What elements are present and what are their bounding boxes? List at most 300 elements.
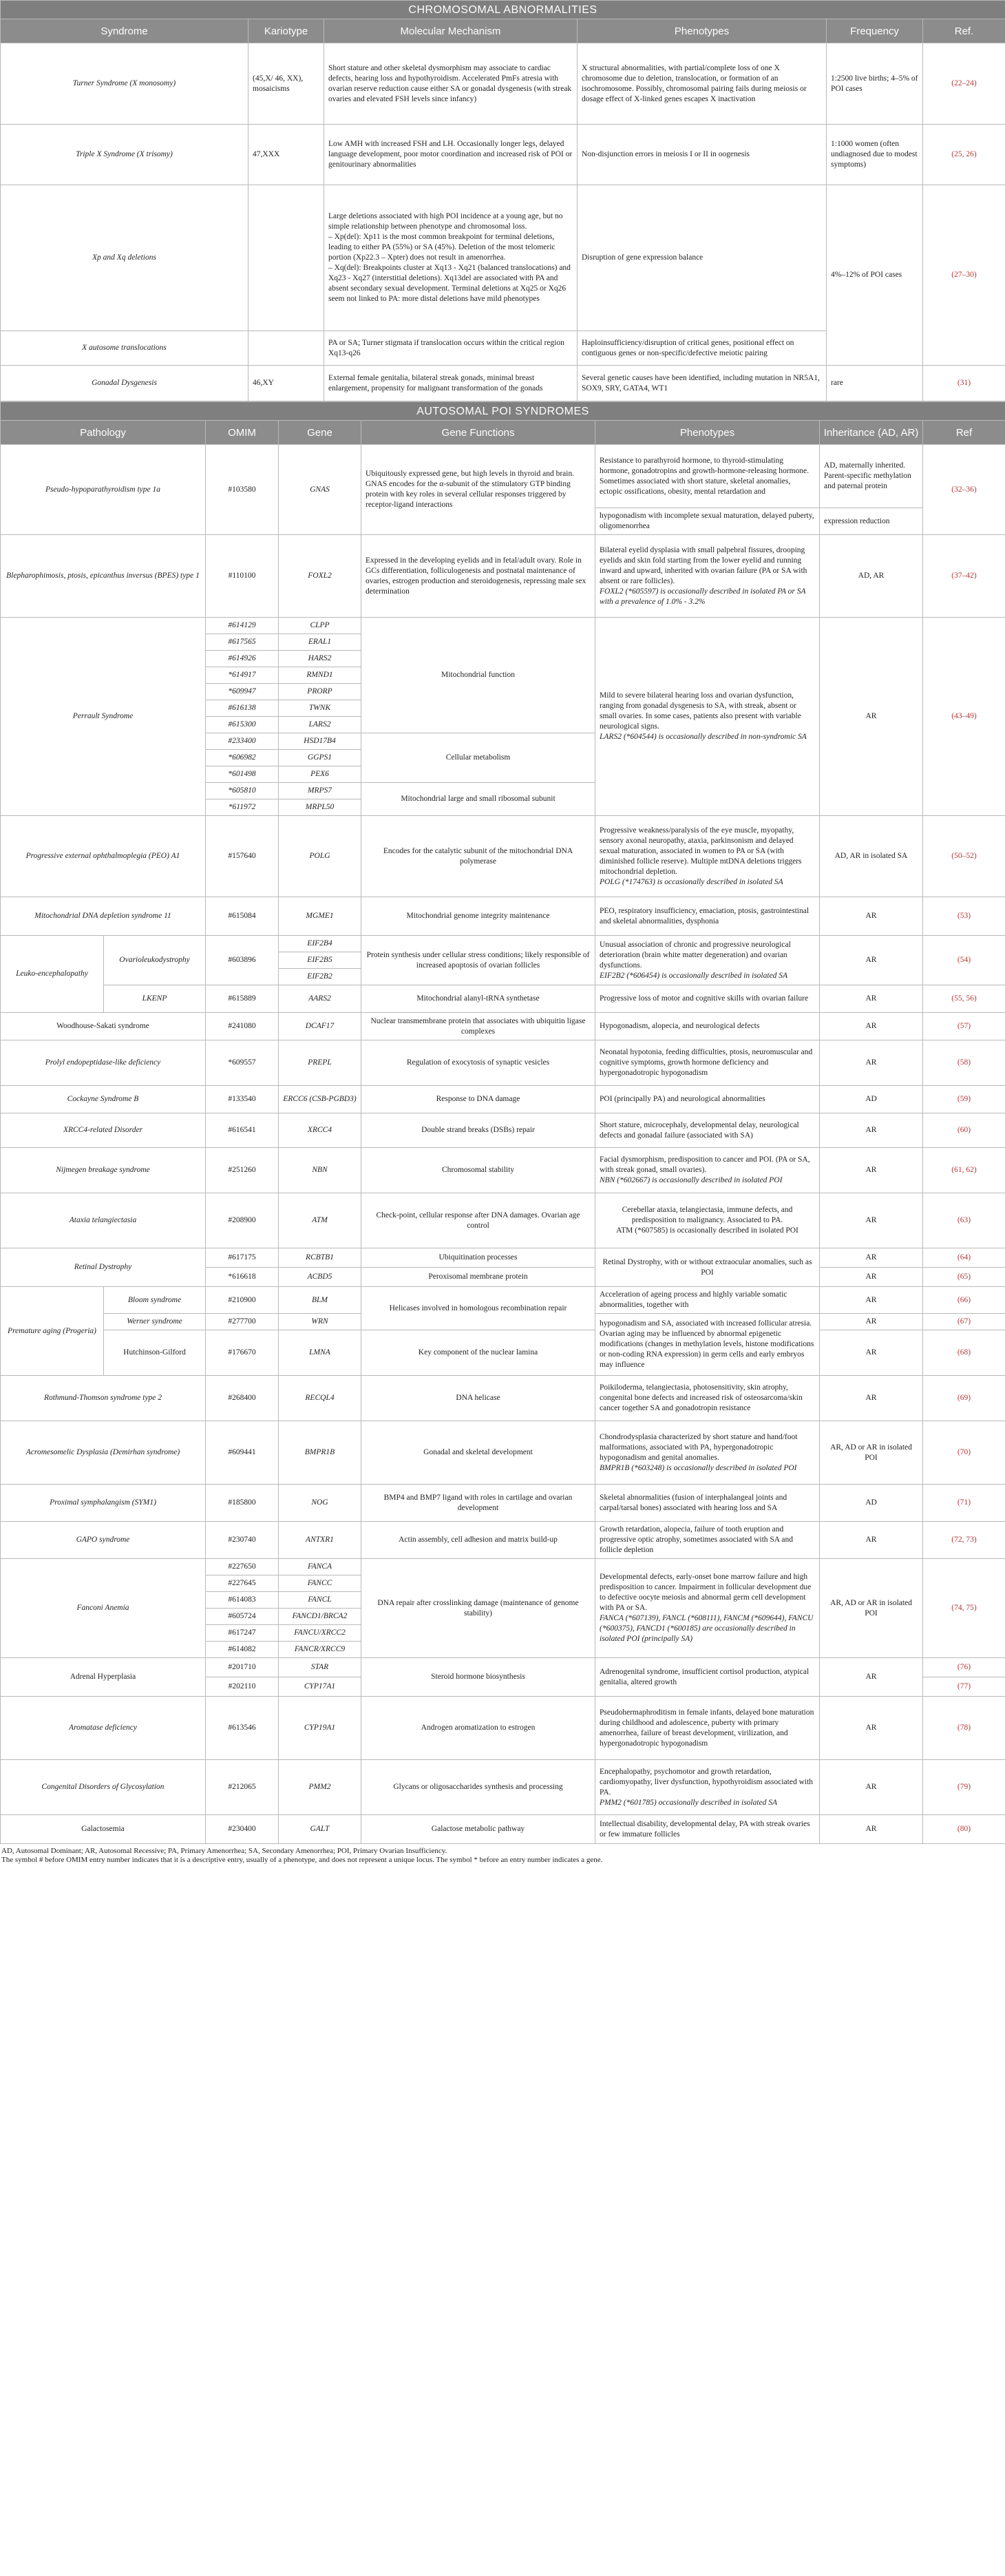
function-cell: Check-point, cellular response after DNA damages. Ovarian age control bbox=[361, 1193, 595, 1248]
inheritance-cell: AR bbox=[820, 1193, 923, 1248]
omim-cell: #176670 bbox=[206, 1330, 279, 1376]
omim-cell: #241080 bbox=[206, 1013, 279, 1040]
ref-link[interactable]: (77) bbox=[923, 1677, 1005, 1697]
phenotype-cell: Resistance to parathyroid hormone, to thyroid-stimulating hormone, gonadotropins and growth-hormone-releasing hormone. Sometimes associated with short stature, skeletal anomalies, ectopic ossifications, obesity, mental retardation and bbox=[595, 445, 820, 508]
gene-cell: STAR bbox=[279, 1658, 361, 1677]
inheritance-cell: AR bbox=[820, 1314, 923, 1330]
chromosomal-title: CHROMOSOMAL ABNORMALITIES bbox=[1, 1, 1005, 19]
omim-cell: *601498 bbox=[206, 766, 279, 783]
omim-cell: #614082 bbox=[206, 1642, 279, 1658]
function-cell: Ubiquitously expressed gene, but high levels in thyroid and brain. GNAS encodes for the α-subunit of the stimulatory GTP binding protein with key roles in several cellular responses triggered by receptor-ligand interactions bbox=[361, 445, 595, 535]
omim-cell: #133540 bbox=[206, 1086, 279, 1113]
omim-cell: #277700 bbox=[206, 1314, 279, 1330]
table-row bbox=[1, 1113, 1005, 1148]
omim-cell: #210900 bbox=[206, 1287, 279, 1314]
gene-cell: LMNA bbox=[279, 1330, 361, 1376]
phenotype-cell: Disruption of gene expression balance bbox=[578, 185, 827, 331]
function-cell: Gonadal and skeletal development bbox=[361, 1421, 595, 1485]
gene-cell: PRORP bbox=[279, 684, 361, 700]
gene-cell: EIF2B4 bbox=[279, 936, 361, 952]
inheritance-cell: AR bbox=[820, 1815, 923, 1844]
table-row bbox=[1, 1193, 1005, 1248]
col-header: Kariotype bbox=[248, 19, 324, 43]
ref-link[interactable]: (50–52) bbox=[923, 816, 1005, 897]
function-cell: Mitochondrial genome integrity maintenance bbox=[361, 897, 595, 936]
col-header: Ref bbox=[923, 421, 1005, 445]
omim-cell: #110100 bbox=[206, 535, 279, 618]
gene-cell: ERCC6 (CSB-PGBD3) bbox=[279, 1086, 361, 1113]
omim-cell: *614917 bbox=[206, 667, 279, 684]
col-header: Syndrome bbox=[1, 19, 248, 43]
col-header: Ref. bbox=[923, 19, 1005, 43]
ref-link[interactable]: (66) bbox=[923, 1287, 1005, 1314]
omim-cell: *616618 bbox=[206, 1268, 279, 1287]
phenotype-cell: Developmental defects, early-onset bone marrow failure and high predisposition to cancer. Impairment in follicular development due to defective oocyte meiosis and abnormal germ cell development with PA or SA. FANCA (*607139), FANCL (*608111), FANCM (*609644), FANCU (*600375), FANCD1 (*600185) are occasionally described in isolated POI (principally SA) bbox=[595, 1559, 820, 1658]
ref-link[interactable]: (32–36) bbox=[923, 445, 1005, 535]
syndrome-cell: Xp and Xq deletions bbox=[1, 185, 248, 331]
phenotype-cell: Unusual association of chronic and progressive neurological deterioration (brain white matter degeneration) and ovarian dysfunctions. EIF2B2 (*606454) is occasionally described in isolated SA bbox=[595, 936, 820, 985]
function-cell: Steroid hormone biosynthesis bbox=[361, 1658, 595, 1697]
table-row bbox=[1, 535, 1005, 618]
omim-cell: #201710 bbox=[206, 1658, 279, 1677]
gene-cell: FANCC bbox=[279, 1575, 361, 1592]
inheritance-cell: AR bbox=[820, 936, 923, 985]
function-cell: Androgen aromatization to estrogen bbox=[361, 1697, 595, 1760]
inheritance-cell: AD bbox=[820, 1086, 923, 1113]
gene-cell: PREPL bbox=[279, 1040, 361, 1086]
subtype-cell: LKENP bbox=[104, 985, 206, 1013]
table-row bbox=[1, 1485, 1005, 1522]
pathology-cell: Mitochondrial DNA depletion syndrome 11 bbox=[1, 897, 206, 936]
gene-cell: PMM2 bbox=[279, 1760, 361, 1815]
gene-cell: GGPS1 bbox=[279, 750, 361, 766]
inheritance-cell: AR bbox=[820, 618, 923, 816]
function-cell: Nuclear transmembrane protein that associates with ubiquitin ligase complexes bbox=[361, 1013, 595, 1040]
function-cell: Ubiquitination processes bbox=[361, 1248, 595, 1268]
table-row bbox=[1, 1522, 1005, 1559]
ref-link[interactable]: (76) bbox=[923, 1658, 1005, 1677]
karyotype-cell bbox=[248, 185, 324, 331]
ref-link[interactable]: (64) bbox=[923, 1248, 1005, 1268]
pathology-cell: Progressive external ophthalmoplegia (PEO) A1 bbox=[1, 816, 206, 897]
phenotype-cell: hypogonadism and SA, associated with increased follicular atresia. Ovarian aging may be influenced by abnormal epigenetic modifications (changes in methylation levels, histone modifications or non-coding RNA expression) in germ cells and early embryos may influence bbox=[595, 1314, 820, 1376]
omim-cell: *609947 bbox=[206, 684, 279, 700]
table-row bbox=[1, 1760, 1005, 1815]
table-row bbox=[1, 1330, 1005, 1376]
pathology-cell: Acromesomelic Dysplasia (Demirhan syndrome) bbox=[1, 1421, 206, 1485]
inheritance-cell: AR, AD or AR in isolated POI bbox=[820, 1559, 923, 1658]
phenotype-cell: Poikiloderma, telangiectasia, photosensitivity, skin atrophy, congenital bone defects and increased risk of osteosarcoma/skin cancer together SA and gonadotropin resistance bbox=[595, 1376, 820, 1421]
phenotype-cell: Neonatal hypotonia, feeding difficulties, ptosis, neuromuscular and cognitive symptoms, growth hormone deficiency and hypergonadotropic hypogonadism bbox=[595, 1040, 820, 1086]
omim-cell: #212065 bbox=[206, 1760, 279, 1815]
inheritance-cell: AD, maternally inherited. Parent-specific methylation and paternal protein bbox=[820, 445, 923, 508]
ref-link[interactable]: (57) bbox=[923, 1013, 1005, 1040]
ref-link[interactable]: (72, 73) bbox=[923, 1522, 1005, 1559]
inheritance-cell: AR bbox=[820, 1697, 923, 1760]
phenotype-cell: Skeletal abnormalities (fusion of interphalangeal joints and carpal/tarsal bones) associated with hearing loss and SA bbox=[595, 1485, 820, 1522]
col-header: OMIM bbox=[206, 421, 279, 445]
phenotype-cell: Intellectual disability, developmental delay, PA with streak ovaries or few immature follicles bbox=[595, 1815, 820, 1844]
subtype-cell: Werner syndrome bbox=[104, 1314, 206, 1330]
pathology-cell: Pseudo-hypoparathyroidism type 1a bbox=[1, 445, 206, 535]
gene-cell: GALT bbox=[279, 1815, 361, 1844]
gene-cell: XRCC4 bbox=[279, 1113, 361, 1148]
karyotype-cell bbox=[248, 331, 324, 366]
inheritance-cell: AR bbox=[820, 1013, 923, 1040]
gene-cell: FOXL2 bbox=[279, 535, 361, 618]
ref-link[interactable]: (70) bbox=[923, 1421, 1005, 1485]
gene-cell: FANCU/XRCC2 bbox=[279, 1625, 361, 1642]
syndrome-cell: X autosome translocations bbox=[1, 331, 248, 366]
table-row bbox=[1, 125, 1005, 185]
omim-cell: #615084 bbox=[206, 897, 279, 936]
function-cell: Encodes for the catalytic subunit of the mitochondrial DNA polymerase bbox=[361, 816, 595, 897]
gene-cell: CYP17A1 bbox=[279, 1677, 361, 1697]
gene-cell: FANCR/XRCC9 bbox=[279, 1642, 361, 1658]
gene-cell: MRPS7 bbox=[279, 783, 361, 799]
ref-link[interactable]: (25, 26) bbox=[923, 125, 1005, 185]
ref-link[interactable]: (79) bbox=[923, 1760, 1005, 1815]
inheritance-cell: AR bbox=[820, 1268, 923, 1287]
omim-cell: #230400 bbox=[206, 1815, 279, 1844]
omim-cell: #251260 bbox=[206, 1148, 279, 1193]
col-header: Gene Functions bbox=[361, 421, 595, 445]
inheritance-cell: AD, AR in isolated SA bbox=[820, 816, 923, 897]
inheritance-cell: AR bbox=[820, 985, 923, 1013]
pathology-cell: Woodhouse-Sakati syndrome bbox=[1, 1013, 206, 1040]
inheritance-cell: AD, AR bbox=[820, 535, 923, 618]
ref-link[interactable]: (68) bbox=[923, 1330, 1005, 1376]
function-cell: DNA helicase bbox=[361, 1376, 595, 1421]
karyotype-cell: 46,XY bbox=[248, 366, 324, 401]
gene-cell: FANCA bbox=[279, 1559, 361, 1575]
function-cell: Protein synthesis under cellular stress conditions; likely responsible of increased apoptosis of ovarian follicles bbox=[361, 936, 595, 985]
omim-cell: *606982 bbox=[206, 750, 279, 766]
pathology-cell: Premature aging (Progeria) bbox=[1, 1287, 104, 1376]
function-cell: Peroxisomal membrane protein bbox=[361, 1268, 595, 1287]
omim-cell: #613546 bbox=[206, 1697, 279, 1760]
table-row bbox=[1, 1815, 1005, 1844]
gene-cell: FANCL bbox=[279, 1592, 361, 1609]
karyotype-cell: (45,X/ 46, XX), mosaicisms bbox=[248, 43, 324, 125]
omim-cell: #227650 bbox=[206, 1559, 279, 1575]
frequency-cell: 1:2500 live births; 4–5% of POI cases bbox=[827, 43, 923, 125]
phenotype-cell: Chondrodysplasia characterized by short stature and hand/foot malformations, associated with PA, hypergonadotropic hypogonadism and genital anomalies. BMPR1B (*603248) is occasionally described in isolated POI bbox=[595, 1421, 820, 1485]
pathology-cell: Aromatase deficiency bbox=[1, 1697, 206, 1760]
omim-cell: #617175 bbox=[206, 1248, 279, 1268]
col-header: Frequency bbox=[827, 19, 923, 43]
mechanism-cell: Short stature and other skeletal dysmorphism may associate to cardiac defects, hearing loss and hypothyroidism. Accelerated PmFs atresia with ovarian reserve reduction cause either SA or gonadal dysgenesis (with streak ovaries and elevated FSH levels since infancy) bbox=[324, 43, 578, 125]
table-row bbox=[1, 366, 1005, 401]
phenotype-cell: hypogonadism with incomplete sexual maturation, delayed puberty, oligomenorrhea bbox=[595, 508, 820, 535]
function-cell: Chromosomal stability bbox=[361, 1148, 595, 1193]
gene-cell: FANCD1/BRCA2 bbox=[279, 1609, 361, 1625]
gene-cell: NBN bbox=[279, 1148, 361, 1193]
inheritance-cell: AD bbox=[820, 1485, 923, 1522]
phenotype-cell: Mild to severe bilateral hearing loss and ovarian dysfunction, ranging from gonadal dysgenesis to SA, with streak, absent or small ovaries. In some cases, patients also present with variable neurological signs. LARS2 (*604544) is occasionally described in non-syndromic SA bbox=[595, 618, 820, 816]
phenotype-cell: Adrenogenital syndrome, insufficient cortisol production, atypical genitalia, altered growth bbox=[595, 1658, 820, 1697]
ref-link[interactable]: (63) bbox=[923, 1193, 1005, 1248]
pathology-cell: Retinal Dystrophy bbox=[1, 1248, 206, 1287]
gene-cell: TWNK bbox=[279, 700, 361, 717]
gene-cell: ERAL1 bbox=[279, 634, 361, 651]
mechanism-cell: PA or SA; Turner stigmata if translocation occurs within the critical region Xq13-q26 bbox=[324, 331, 578, 366]
gene-cell: MGME1 bbox=[279, 897, 361, 936]
gene-cell: MRPL50 bbox=[279, 799, 361, 816]
footnote-symbols: The symbol # before OMIM entry number indicates that it is a descriptive entry, usually of a phenotype, and does not represent a unique locus. The symbol * before an entry number indicates a gene. bbox=[1, 1856, 603, 1864]
gene-cell: DCAF17 bbox=[279, 1013, 361, 1040]
gene-cell: BLM bbox=[279, 1287, 361, 1314]
syndrome-cell: Turner Syndrome (X monosomy) bbox=[1, 43, 248, 125]
table-row bbox=[1, 1559, 1005, 1575]
autosomal-title: AUTOSOMAL POI SYNDROMES bbox=[1, 402, 1005, 421]
gene-cell: NOG bbox=[279, 1485, 361, 1522]
inheritance-cell: AR bbox=[820, 897, 923, 936]
inheritance-cell: AR bbox=[820, 1658, 923, 1697]
syndrome-cell: Gonadal Dysgenesis bbox=[1, 366, 248, 401]
pathology-cell: Blepharophimosis, ptosis, epicanthus inversus (BPES) type 1 bbox=[1, 535, 206, 618]
inheritance-cell: AR bbox=[820, 1760, 923, 1815]
function-cell: Double strand breaks (DSBs) repair bbox=[361, 1113, 595, 1148]
pathology-cell: Leuko-encephalopathy bbox=[1, 936, 104, 1013]
function-cell: Actin assembly, cell adhesion and matrix build-up bbox=[361, 1522, 595, 1559]
phenotype-cell: Short stature, microcephaly, developmental delay, neurological defects and gonadal failure (associated with SA) bbox=[595, 1113, 820, 1148]
frequency-cell: 1:1000 women (often undiagnosed due to modest symptoms) bbox=[827, 125, 923, 185]
function-cell: Galactose metabolic pathway bbox=[361, 1815, 595, 1844]
pathology-cell: Adrenal Hyperplasia bbox=[1, 1658, 206, 1697]
table-row bbox=[1, 445, 1005, 508]
pathology-cell: Congenital Disorders of Glycosylation bbox=[1, 1760, 206, 1815]
table-row bbox=[1, 1148, 1005, 1193]
omim-cell: *611972 bbox=[206, 799, 279, 816]
function-cell: BMP4 and BMP7 ligand with roles in cartilage and ovarian development bbox=[361, 1485, 595, 1522]
pathology-cell: Perrault Syndrome bbox=[1, 618, 206, 816]
function-cell: Response to DNA damage bbox=[361, 1086, 595, 1113]
pathology-cell: GAPO syndrome bbox=[1, 1522, 206, 1559]
omim-cell: #227645 bbox=[206, 1575, 279, 1592]
phenotype-cell: Pseudohermaphroditism in female infants, delayed bone maturation during childhood and adolescence, puberty with primary amenorrhea, failure of breast development, virilization, and hypergonadotropic hypogonadism bbox=[595, 1697, 820, 1760]
omim-cell: #202110 bbox=[206, 1677, 279, 1697]
phenotype-cell: Encephalopathy, psychomotor and growth retardation, cardiomyopathy, liver dysfunction, hypothyroidism associated with PA. PMM2 (*601785) occasionally described in isolated SA bbox=[595, 1760, 820, 1815]
gene-cell: CYP19A1 bbox=[279, 1697, 361, 1760]
omim-cell: #615300 bbox=[206, 717, 279, 733]
ref-link[interactable]: (78) bbox=[923, 1697, 1005, 1760]
inheritance-cell: expression reduction bbox=[820, 508, 923, 535]
table-row bbox=[1, 1697, 1005, 1760]
frequency-cell: rare bbox=[827, 366, 923, 401]
inheritance-cell: AR bbox=[820, 1040, 923, 1086]
phenotype-cell: Growth retardation, alopecia, failure of tooth eruption and progressive optic atrophy, sometimes associated with SA and follicle depletion bbox=[595, 1522, 820, 1559]
function-cell: Key component of the nuclear lamina bbox=[361, 1330, 595, 1376]
gene-cell: RCBTB1 bbox=[279, 1248, 361, 1268]
ref-link[interactable]: (61, 62) bbox=[923, 1148, 1005, 1193]
table-row bbox=[1, 1013, 1005, 1040]
inheritance-cell: AR bbox=[820, 1113, 923, 1148]
gene-cell: ACBD5 bbox=[279, 1268, 361, 1287]
inheritance-cell: AR bbox=[820, 1522, 923, 1559]
phenotype-cell: Hypogonadism, alopecia, and neurological defects bbox=[595, 1013, 820, 1040]
col-header: Phenotypes bbox=[595, 421, 820, 445]
table-row bbox=[1, 1248, 1005, 1268]
ref-link[interactable]: (58) bbox=[923, 1040, 1005, 1086]
mechanism-cell: External female genitalia, bilateral streak gonads, minimal breast enlargement, propensity for malignant transformation of the gonads bbox=[324, 366, 578, 401]
omim-cell: #208900 bbox=[206, 1193, 279, 1248]
omim-cell: #605724 bbox=[206, 1609, 279, 1625]
table-row bbox=[1, 1086, 1005, 1113]
function-cell: Helicases involved in homologous recombination repair bbox=[361, 1287, 595, 1330]
gene-cell: RECQL4 bbox=[279, 1376, 361, 1421]
ref-link[interactable]: (80) bbox=[923, 1815, 1005, 1844]
inheritance-cell: AR, AD or AR in isolated POI bbox=[820, 1421, 923, 1485]
ref-link[interactable]: (37–42) bbox=[923, 535, 1005, 618]
gene-cell: EIF2B2 bbox=[279, 969, 361, 985]
phenotype-cell: Non-disjunction errors in meiosis I or II in oogenesis bbox=[578, 125, 827, 185]
phenotype-cell: Bilateral eyelid dysplasia with small palpebral fissures, drooping eyelids and skin fold starting from the lower eyelid and running inward and upward, inherited with ovarian failure (PA or SA with absent or rare follicles). FOXL2 (*605597) is occasionally described in isolated PA or SA with a prevalence of 1.0% - 3.2% bbox=[595, 535, 820, 618]
table-row bbox=[1, 816, 1005, 897]
table-row bbox=[1, 1421, 1005, 1485]
gene-cell: LARS2 bbox=[279, 717, 361, 733]
phenotype-cell: Haploinsufficiency/disruption of critical genes, positional effect on contiguous genes or non-specific/defective meiotic pairing bbox=[578, 331, 827, 366]
function-cell: Regulation of exocytosis of synaptic vesicles bbox=[361, 1040, 595, 1086]
subtype-cell: Bloom syndrome bbox=[104, 1287, 206, 1314]
phenotype-cell: Retinal Dystrophy, with or without extraocular anomalies, such as POI bbox=[595, 1248, 820, 1287]
phenotype-cell: Progressive weakness/paralysis of the eye muscle, myopathy, sensory axonal neuropathy, ataxia, parkinsonism and delayed sexual maturation, associated in women to PA or SA (with diminished follicle reserve). Multiple mtDNA deletions triggers mitochondrial depletion. POLG (*174763) is occasionally described in isolated SA bbox=[595, 816, 820, 897]
table-footnote bbox=[0, 1844, 1005, 1867]
omim-cell: #230740 bbox=[206, 1522, 279, 1559]
karyotype-cell: 47,XXX bbox=[248, 125, 324, 185]
ref-link[interactable]: (31) bbox=[923, 366, 1005, 401]
gene-cell: GNAS bbox=[279, 445, 361, 535]
ref-link[interactable]: (43–49) bbox=[923, 618, 1005, 816]
function-cell: Mitochondrial large and small ribosomal subunit bbox=[361, 783, 595, 816]
inheritance-cell: AR bbox=[820, 1287, 923, 1314]
syndrome-cell: Triple X Syndrome (X trisomy) bbox=[1, 125, 248, 185]
mechanism-cell: Low AMH with increased FSH and LH. Occasionally longer legs, delayed language development, poor motor coordination and increased risk of POI or genitourinary abnormalities bbox=[324, 125, 578, 185]
omim-cell: #615889 bbox=[206, 985, 279, 1013]
gene-cell: AARS2 bbox=[279, 985, 361, 1013]
gene-cell: CLPP bbox=[279, 618, 361, 634]
phenotype-cell: PEO, respiratory insufficiency, emaciation, ptosis, gastrointestinal and skeletal abnormalities, dysphonia bbox=[595, 897, 820, 936]
gene-cell: RMND1 bbox=[279, 667, 361, 684]
omim-cell: #617565 bbox=[206, 634, 279, 651]
inheritance-cell: AR bbox=[820, 1330, 923, 1376]
omim-cell: #616138 bbox=[206, 700, 279, 717]
table-row bbox=[1, 1040, 1005, 1086]
pathology-cell: Galactosemia bbox=[1, 1815, 206, 1844]
omim-cell: #614083 bbox=[206, 1592, 279, 1609]
pathology-cell: Proximal symphalangism (SYM1) bbox=[1, 1485, 206, 1522]
col-header: Inheritance (AD, AR) bbox=[820, 421, 923, 445]
pathology-cell: Prolyl endopeptidase-like deficiency bbox=[1, 1040, 206, 1086]
table-row bbox=[1, 1376, 1005, 1421]
ref-link[interactable]: (71) bbox=[923, 1485, 1005, 1522]
function-cell: Mitochondrial function bbox=[361, 618, 595, 733]
table-row bbox=[1, 185, 1005, 331]
omim-cell: #609441 bbox=[206, 1421, 279, 1485]
omim-cell: #268400 bbox=[206, 1376, 279, 1421]
ref-link[interactable]: (59) bbox=[923, 1086, 1005, 1113]
inheritance-cell: AR bbox=[820, 1248, 923, 1268]
inheritance-cell: AR bbox=[820, 1148, 923, 1193]
ref-link[interactable]: (65) bbox=[923, 1268, 1005, 1287]
col-header: Molecular Mechanism bbox=[324, 19, 578, 43]
omim-cell: #614129 bbox=[206, 618, 279, 634]
gene-cell: ANTXR1 bbox=[279, 1522, 361, 1559]
col-header: Gene bbox=[279, 421, 361, 445]
omim-cell: #233400 bbox=[206, 733, 279, 750]
ref-link[interactable]: (74, 75) bbox=[923, 1559, 1005, 1658]
subtype-cell: Hutchinson-Gilford bbox=[104, 1330, 206, 1376]
table-row bbox=[1, 43, 1005, 125]
omim-cell: #157640 bbox=[206, 816, 279, 897]
function-cell: Expressed in the developing eyelids and in fetal/adult ovary. Role in GCs differentiation, folliculogenesis and postnatal maintenance of ovaries, estrogen production and steroidogenesis, repressing male sex determination bbox=[361, 535, 595, 618]
omim-cell: *609557 bbox=[206, 1040, 279, 1086]
gene-cell: ATM bbox=[279, 1193, 361, 1248]
gene-cell: POLG bbox=[279, 816, 361, 897]
ref-link[interactable]: (67) bbox=[923, 1314, 1005, 1330]
phenotype-cell: Facial dysmorphism, predisposition to cancer and POI. (PA or SA, with streak gonad, small ovaries). NBN (*602667) is occasionally described in isolated POI bbox=[595, 1148, 820, 1193]
table-row bbox=[1, 1658, 1005, 1677]
phenotype-cell: Progressive loss of motor and cognitive skills with ovarian failure bbox=[595, 985, 820, 1013]
omim-cell: #103580 bbox=[206, 445, 279, 535]
chromosomal-table bbox=[0, 0, 1005, 401]
omim-cell: *605810 bbox=[206, 783, 279, 799]
gene-cell: EIF2B5 bbox=[279, 952, 361, 969]
gene-cell: BMPR1B bbox=[279, 1421, 361, 1485]
table-row bbox=[1, 985, 1005, 1013]
function-cell: DNA repair after crosslinking damage (maintenance of genome stability) bbox=[361, 1559, 595, 1658]
gene-cell: HARS2 bbox=[279, 651, 361, 667]
mechanism-cell: Large deletions associated with high POI incidence at a young age, but no simple relationship between phenotype and chromosomal loss. – Xp(del): Xp11 is the most common breakpoint for terminal deletions, leading to either PA (55%) or SA (45%). Deletion of the most telomeric portion (Xp22.3 – Xpter) does not result in amenorrhea. – Xq(del): Breakpoints cluster at Xq13 - Xq21 (balanced translocations) and Xq23 - Xq27 (interstitial deletions). Xq13del are associated with PA and absent secondary sexual development. Terminal deletions at Xq25 or Xq26 seem not linked to PA: more distal deletions have mild phenotypes bbox=[324, 185, 578, 331]
ref-link[interactable]: (53) bbox=[923, 897, 1005, 936]
function-cell: Mitochondrial alanyl-tRNA synthetase bbox=[361, 985, 595, 1013]
frequency-cell: 4%–12% of POI cases bbox=[827, 185, 923, 366]
phenotype-cell: POI (principally PA) and neurological abnormalities bbox=[595, 1086, 820, 1113]
pathology-cell: Fanconi Anemia bbox=[1, 1559, 206, 1658]
col-header: Phenotypes bbox=[578, 19, 827, 43]
function-cell: Cellular metabolism bbox=[361, 733, 595, 783]
ref-link[interactable]: (60) bbox=[923, 1113, 1005, 1148]
ref-link[interactable]: (54) bbox=[923, 936, 1005, 985]
pathology-cell: Rothmund-Thomson syndrome type 2 bbox=[1, 1376, 206, 1421]
ref-link[interactable]: (22–24) bbox=[923, 43, 1005, 125]
pathology-cell: Nijmegen breakage syndrome bbox=[1, 1148, 206, 1193]
omim-cell: #603896 bbox=[206, 936, 279, 985]
gene-cell: WRN bbox=[279, 1314, 361, 1330]
pathology-cell: XRCC4-related Disorder bbox=[1, 1113, 206, 1148]
table-row bbox=[1, 1287, 1005, 1314]
col-header: Pathology bbox=[1, 421, 206, 445]
phenotype-cell: Acceleration of ageing process and highly variable somatic abnormalities, together with bbox=[595, 1287, 820, 1314]
gene-cell: PEX6 bbox=[279, 766, 361, 783]
ref-link[interactable]: (69) bbox=[923, 1376, 1005, 1421]
table-row bbox=[1, 936, 1005, 952]
subtype-cell: Ovarioleukodystrophy bbox=[104, 936, 206, 985]
ref-link[interactable]: (55, 56) bbox=[923, 985, 1005, 1013]
table-row bbox=[1, 897, 1005, 936]
table-row bbox=[1, 618, 1005, 634]
footnote-abbreviations: AD, Autosomal Dominant; AR, Autosomal Recessive; PA, Primary Amenorrhea; SA, Secondary Amenorrhea; POI, Primary Ovarian Insufficiency. bbox=[1, 1847, 447, 1855]
ref-link[interactable]: (27–30) bbox=[923, 185, 1005, 366]
inheritance-cell: AR bbox=[820, 1376, 923, 1421]
omim-cell: #617247 bbox=[206, 1625, 279, 1642]
autosomal-table bbox=[0, 401, 1005, 1844]
omim-cell: #616541 bbox=[206, 1113, 279, 1148]
function-cell: Glycans or oligosaccharides synthesis and processing bbox=[361, 1760, 595, 1815]
omim-cell: #185800 bbox=[206, 1485, 279, 1522]
phenotype-cell: X structural abnormalities, with partial/complete loss of one X chromosome due to deletion, translocation, or formation of an isochromosome. Possibly, chromosomal pairing fails during meiosis or dosage effect of X-linked genes escapes X inactivation bbox=[578, 43, 827, 125]
phenotype-cell: Cerebellar ataxia, telangiectasia, immune defects, and predisposition to malignancy. Associated to PA. ATM (*607585) is occasionally described in isolated POI bbox=[595, 1193, 820, 1248]
